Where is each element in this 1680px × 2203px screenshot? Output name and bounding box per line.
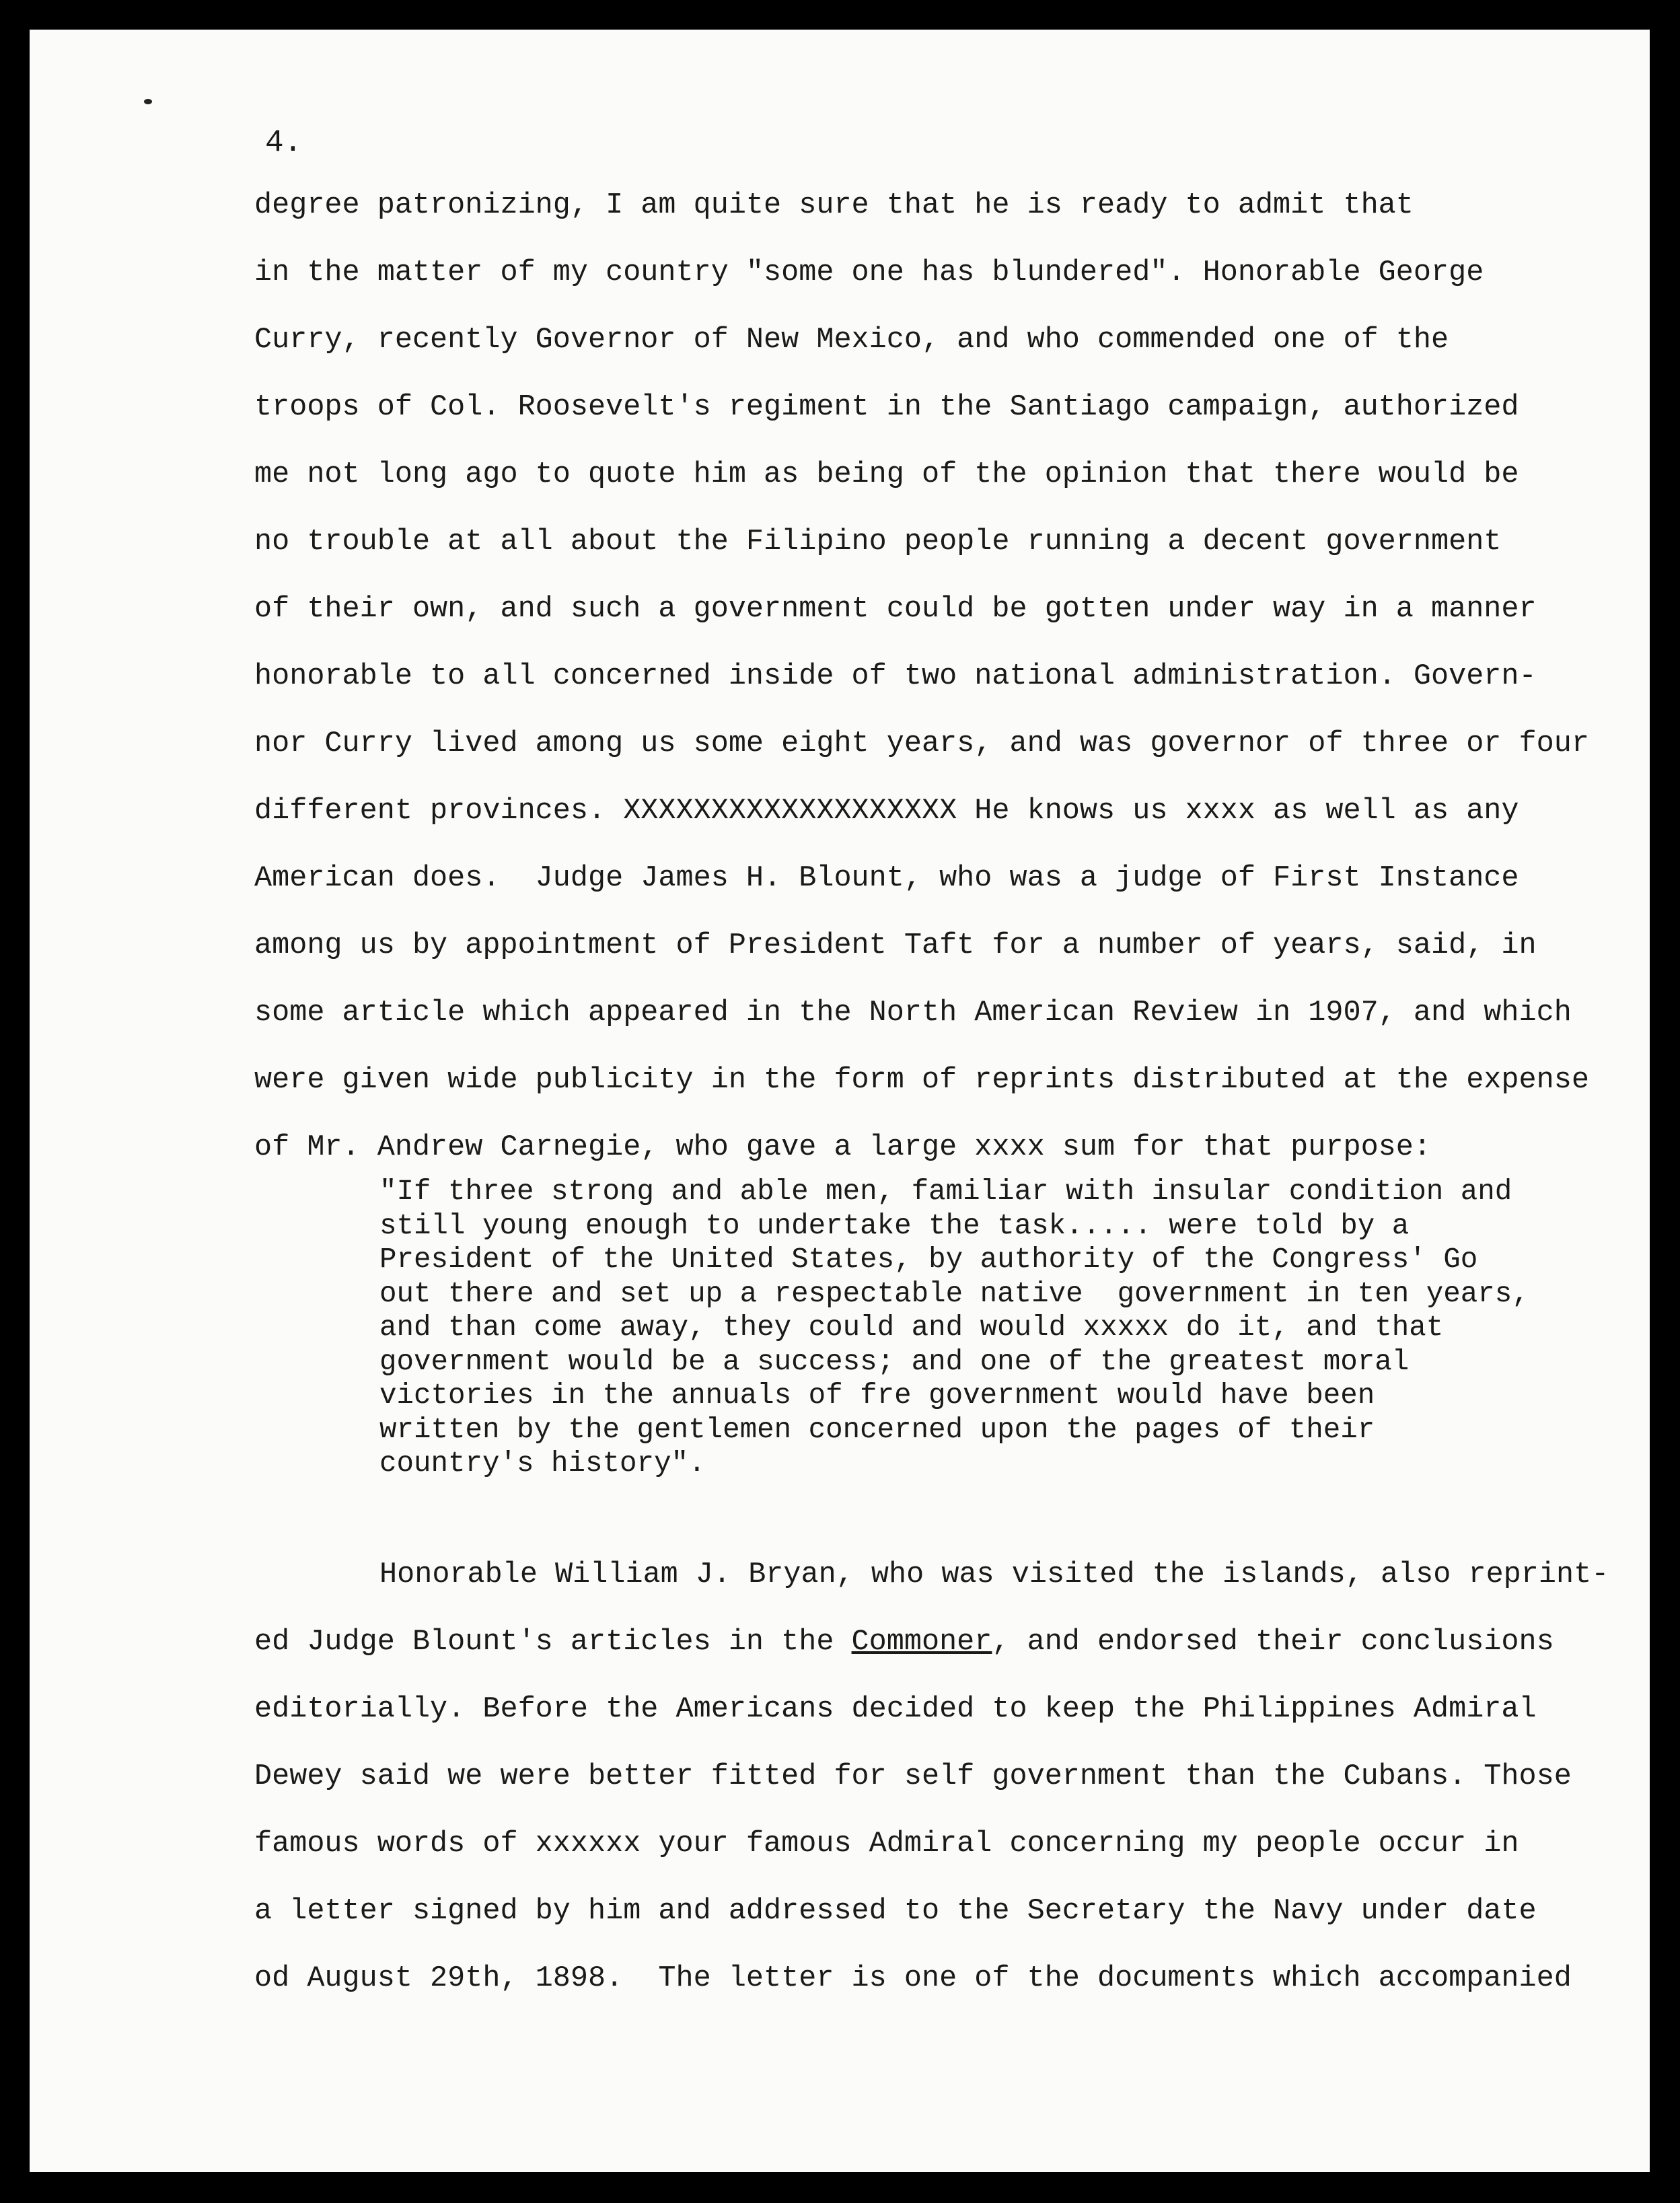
quote-line: government would be a success; and one of the greatest moral bbox=[379, 1345, 1410, 1378]
text-line: me not long ago to quote him as being of the opinion that there would be bbox=[254, 458, 1519, 491]
text-line: a letter signed by him and addressed to the Secretary the Navy under date bbox=[254, 1895, 1537, 1928]
quote-line: "If three strong and able men, familiar with insular condition and bbox=[379, 1176, 1512, 1208]
block-quotation bbox=[379, 1175, 1577, 1481]
paragraph-2-first-line bbox=[379, 1542, 1609, 1609]
quote-line: country's history". bbox=[379, 1447, 706, 1480]
text-line: among us by appointment of President Taft for a number of years, said, in bbox=[254, 929, 1537, 962]
ink-speck bbox=[144, 99, 152, 104]
quote-line: victories in the annuals of fre government would have been bbox=[379, 1379, 1375, 1412]
text-line: honorable to all concerned inside of two national administration. Govern- bbox=[254, 660, 1537, 693]
paragraph-2 bbox=[254, 1609, 1593, 2013]
text-line: of Mr. Andrew Carnegie, who gave a large xxxx sum for that purpose: bbox=[254, 1131, 1431, 1164]
text-line: editorially. Before the Americans decided to keep the Philippines Admiral bbox=[254, 1693, 1537, 1726]
text-line: of their own, and such a government could be gotten under way in a manner bbox=[254, 593, 1537, 626]
page-number: 4. bbox=[265, 125, 303, 160]
text-line: nor Curry lived among us some eight years, and was governor of three or four bbox=[254, 727, 1589, 760]
text-line: Dewey said we were better fitted for self government than the Cubans. Those bbox=[254, 1760, 1572, 1793]
text-line: famous words of xxxxxx your famous Admiral concerning my people occur in bbox=[254, 1828, 1519, 1861]
text-line: Honorable William J. Bryan, who was visited the islands, also reprint- bbox=[379, 1558, 1609, 1591]
text-segment: ed Judge Blount's articles in the bbox=[254, 1626, 852, 1659]
paragraph-1 bbox=[254, 172, 1593, 1182]
text-line: Curry, recently Governor of New Mexico, and who commended one of the bbox=[254, 324, 1449, 357]
document-page bbox=[30, 30, 1650, 2172]
text-line: troops of Col. Roosevelt's regiment in the Santiago campaign, authorized bbox=[254, 391, 1519, 424]
quote-line: President of the United States, by authority of the Congress' Go bbox=[379, 1243, 1478, 1276]
text-line: different provinces. XXXXXXXXXXXXXXXXXXX He knows us xxxx as well as any bbox=[254, 795, 1519, 828]
text-line: od August 29th, 1898. The letter is one of the documents which accompanied bbox=[254, 1962, 1572, 1995]
text-line: in the matter of my country "some one has blundered". Honorable George bbox=[254, 256, 1484, 289]
quote-line: written by the gentlemen concerned upon the pages of their bbox=[379, 1413, 1375, 1446]
text-line: were given wide publicity in the form of reprints distributed at the expense bbox=[254, 1064, 1589, 1097]
publication-title: Commoner bbox=[851, 1626, 992, 1659]
text-segment: , and endorsed their conclusions bbox=[992, 1626, 1554, 1659]
quote-line: out there and set up a respectable native government in ten years, bbox=[379, 1277, 1529, 1310]
quote-line: and than come away, they could and would xxxxx do it, and that bbox=[379, 1311, 1444, 1344]
text-line: American does. Judge James H. Blount, who was a judge of First Instance bbox=[254, 862, 1519, 895]
text-line: no trouble at all about the Filipino people running a decent government bbox=[254, 526, 1502, 558]
text-line bbox=[254, 1609, 1593, 1676]
quote-line: still young enough to undertake the task..... were told by a bbox=[379, 1209, 1410, 1242]
text-line: degree patronizing, I am quite sure that he is ready to admit that bbox=[254, 189, 1414, 222]
text-line: some article which appeared in the North American Review in 1907, and which bbox=[254, 997, 1572, 1030]
